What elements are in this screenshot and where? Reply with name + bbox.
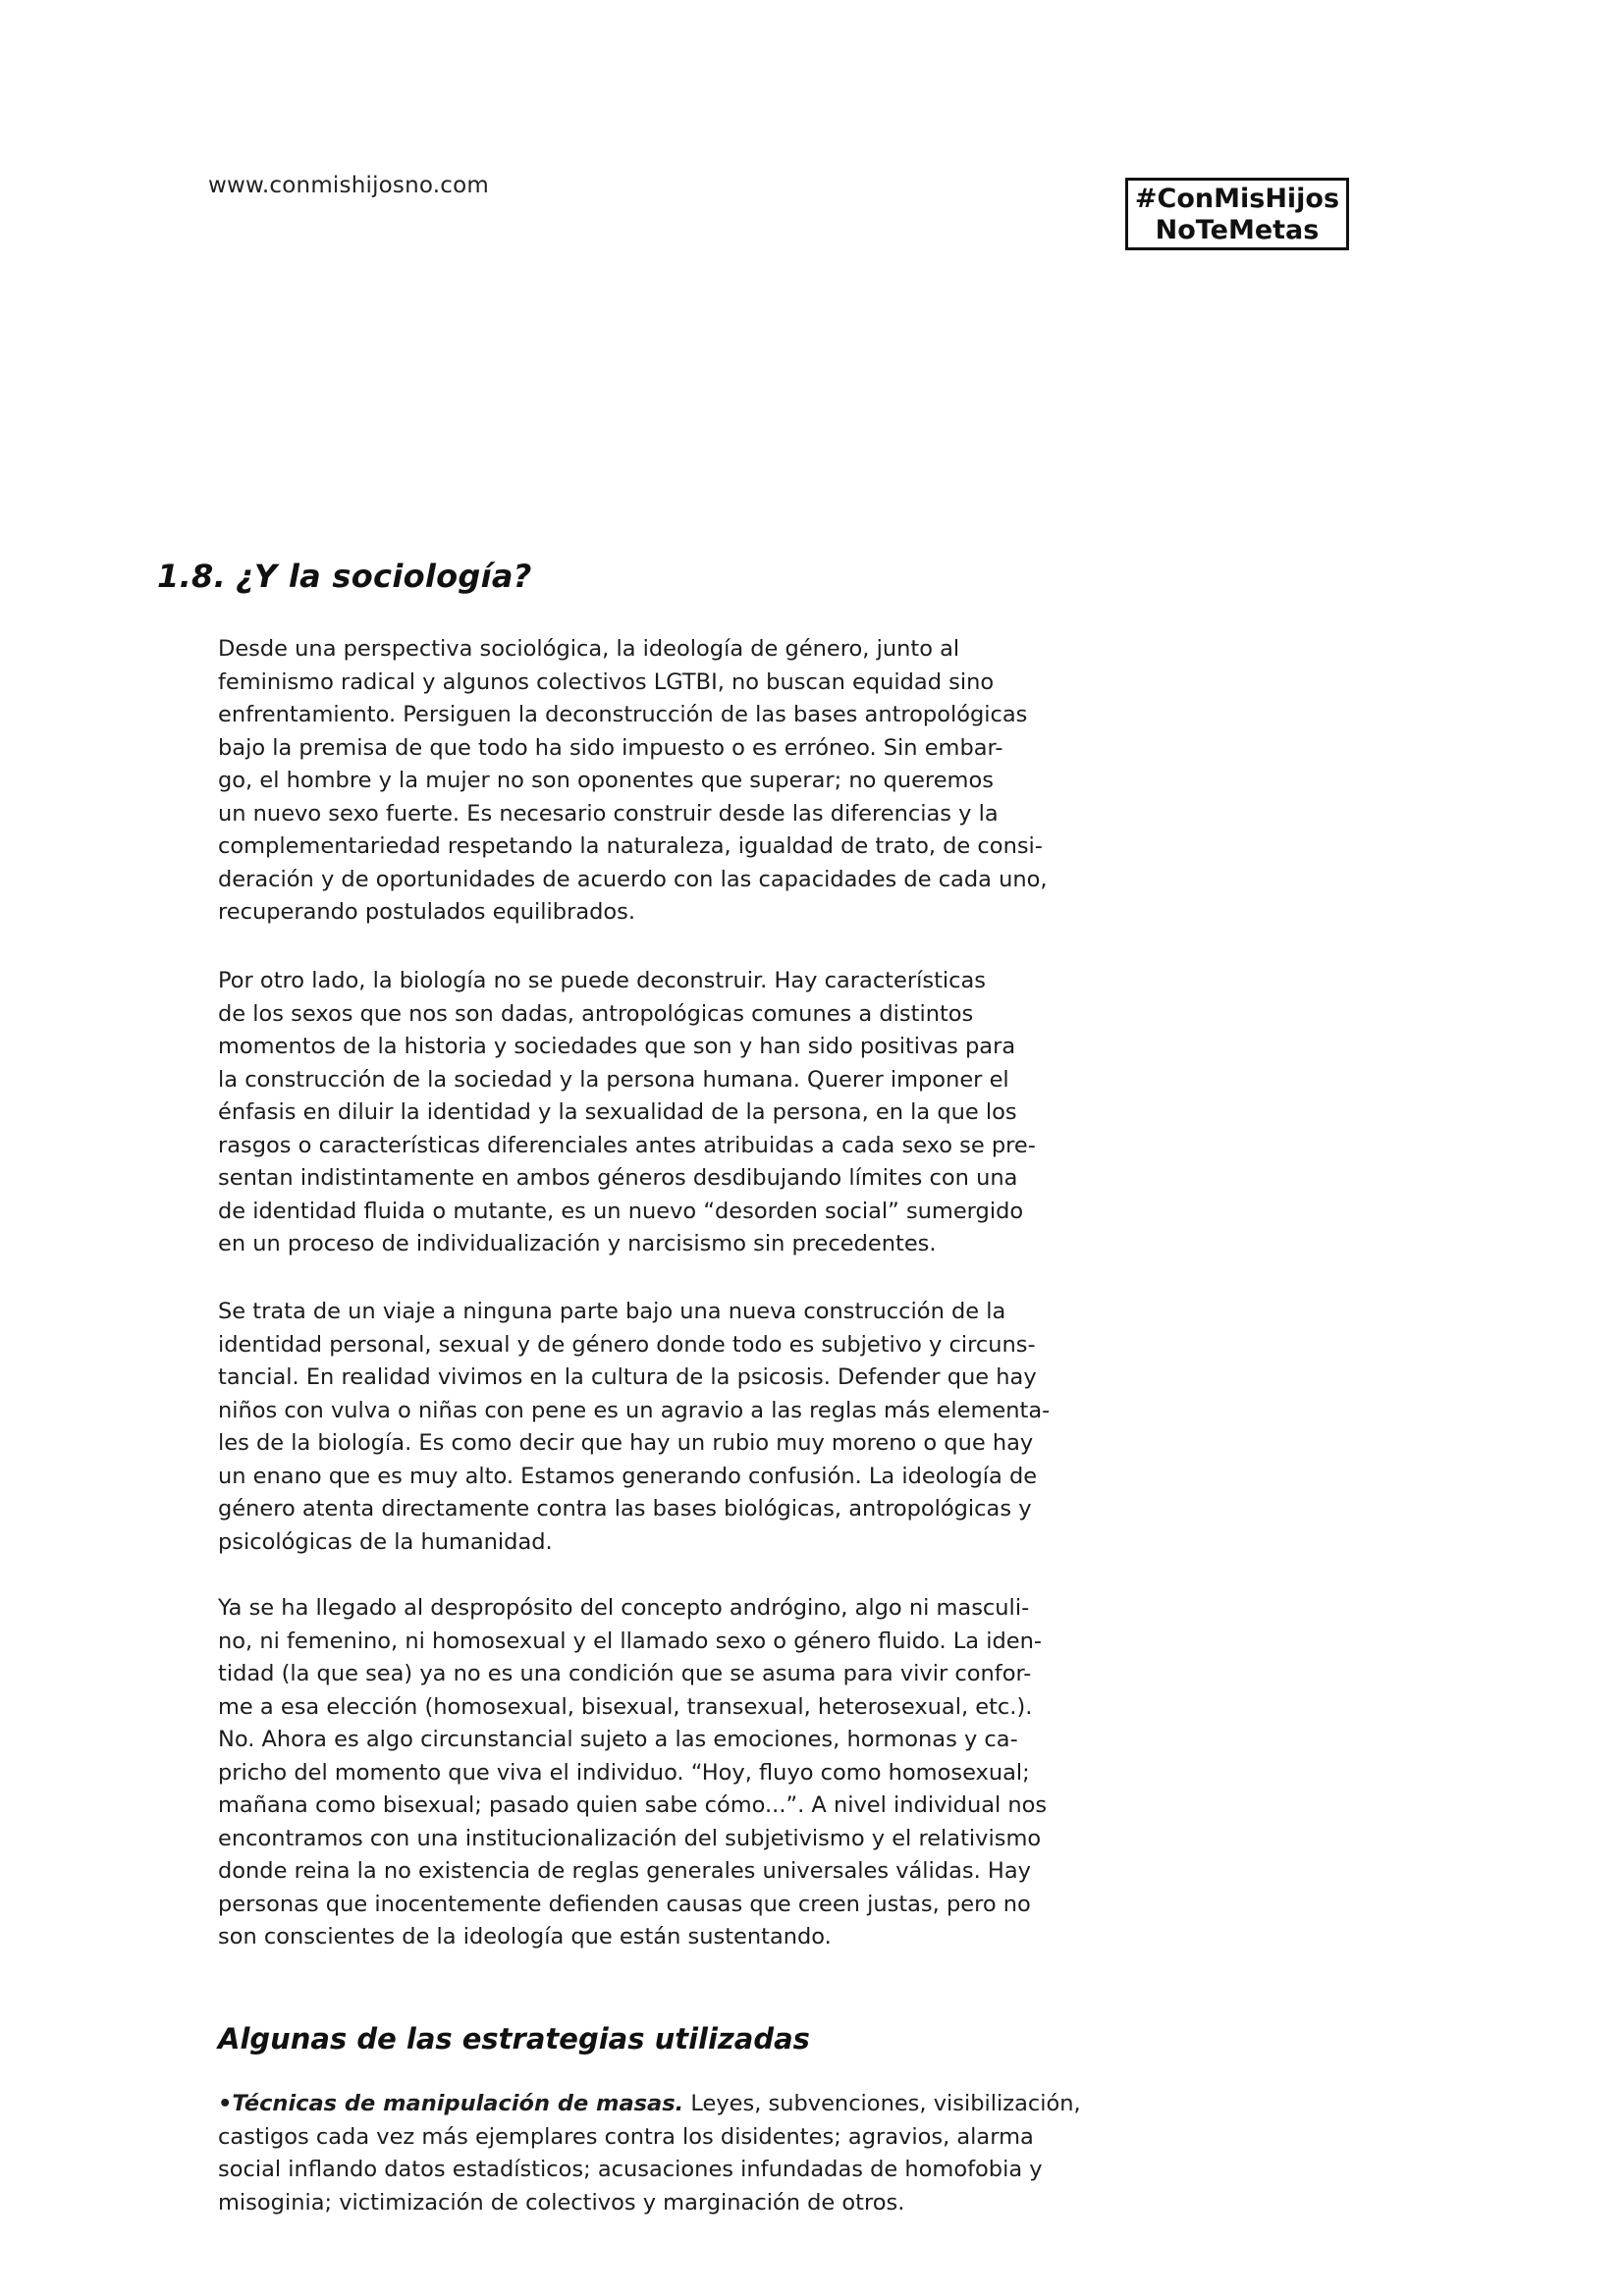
text-line: de los sexos que nos son dadas, antropológicas comunes a distintos bbox=[218, 1000, 974, 1027]
text-line: encontramos con una institucionalización del subjetivismo y el relativismo bbox=[218, 1825, 1042, 1851]
text-line: Ya se ha llegado al despropósito del concepto andrógino, algo ni masculi- bbox=[218, 1595, 1030, 1621]
paragraph-1 bbox=[218, 633, 1053, 930]
text-line: de identidad fluida o mutante, es un nuevo “desorden social” sumergido bbox=[218, 1198, 1024, 1224]
text-line: misoginia; victimización de colectivos y marginación de otros. bbox=[218, 2189, 905, 2216]
text-line: me a esa elección (homosexual, bisexual, transexual, heterosexual, etc.). bbox=[218, 1693, 1033, 1720]
text-line: en un proceso de individualización y narcisismo sin precedentes. bbox=[218, 1231, 937, 1256]
text-line: Desde una perspectiva sociológica, la ideología de género, junto al bbox=[218, 636, 960, 662]
text-line: enfrentamiento. Persiguen la deconstrucción de las bases antropológicas bbox=[218, 702, 1028, 727]
text-line: personas que inocentemente defienden causas que creen justas, pero no bbox=[218, 1891, 1031, 1917]
text-line: Por otro lado, la biología no se puede deconstruir. Hay características bbox=[218, 968, 987, 993]
text-line: psicológicas de la humanidad. bbox=[218, 1528, 553, 1555]
text-line: rasgos o características diferenciales antes atribuidas a cada sexo se pre- bbox=[218, 1132, 1036, 1158]
paragraph-3 bbox=[218, 1296, 1053, 1559]
site-url[interactable]: www.conmishijosno.com bbox=[208, 173, 489, 198]
text-line: no, ni femenino, ni homosexual y el llamado sexo o género fluido. La iden- bbox=[218, 1628, 1042, 1654]
text-line: go, el hombre y la mujer no son oponentes que superar; no queremos bbox=[218, 768, 994, 793]
text-line: recuperando postulados equilibrados. bbox=[218, 899, 636, 925]
text-line: mañana como bisexual; pasado quien sabe cómo...”. A nivel individual nos bbox=[218, 1792, 1048, 1818]
text-line: momentos de la historia y sociedades que son y han sido positivas para bbox=[218, 1034, 1016, 1059]
subsection-title: Algunas de las estrategias utilizadas bbox=[218, 2022, 810, 2056]
bullet-lead: •Técnicas de manipulación de masas. bbox=[218, 2091, 684, 2116]
section-number: 1.8. bbox=[157, 558, 227, 595]
hashtag-line-2: NoTeMetas bbox=[1155, 215, 1320, 245]
text-line: deración y de oportunidades de acuerdo con las capacidades de cada uno, bbox=[218, 866, 1048, 892]
text-line: niños con vulva o niñas con pene es un agravio a las reglas más elementa- bbox=[218, 1397, 1051, 1423]
text-line bbox=[218, 2088, 1081, 2121]
bullet-lead-rest: Leyes, subvenciones, visibilización, bbox=[683, 2091, 1081, 2116]
text-line: pricho del momento que viva el individuo. “Hoy, fluyo como homosexual; bbox=[218, 1759, 1030, 1786]
text-line: castigos cada vez más ejemplares contra los disidentes; agravios, alarma bbox=[218, 2123, 1034, 2150]
text-line: son conscientes de la ideología que están sustentando. bbox=[218, 1924, 832, 1949]
text-line: énfasis en diluir la identidad y la sexualidad de la persona, en la que los bbox=[218, 1099, 1017, 1125]
text-line: bajo la premisa de que todo ha sido impuesto o es erróneo. Sin embar- bbox=[218, 734, 1003, 761]
text-line: donde reina la no existencia de reglas generales universales válidas. Hay bbox=[218, 1858, 1031, 1884]
text-line: identidad personal, sexual y de género donde todo es subjetivo y circuns- bbox=[218, 1331, 1036, 1358]
text-line: un nuevo sexo fuerte. Es necesario construir desde las diferencias y la bbox=[218, 800, 999, 827]
bullet-paragraph bbox=[218, 2088, 1081, 2219]
text-line: la construcción de la sociedad y la persona humana. Querer imponer el bbox=[218, 1066, 1009, 1093]
section-title-text: ¿Y la sociología? bbox=[236, 558, 532, 595]
text-line: Se trata de un viaje a ninguna parte bajo una nueva construcción de la bbox=[218, 1299, 1006, 1324]
text-line: género atenta directamente contra las bases biológicas, antropológicas y bbox=[218, 1496, 1032, 1522]
text-line: No. Ahora es algo circunstancial sujeto a las emociones, hormonas y ca- bbox=[218, 1727, 1018, 1752]
text-line: complementariedad respetando la naturaleza, igualdad de trato, de consi- bbox=[218, 833, 1043, 859]
text-line: un enano que es muy alto. Estamos generando confusión. La ideología de bbox=[218, 1463, 1038, 1489]
text-line: feminismo radical y algunos colectivos LGTBI, no buscan equidad sino bbox=[218, 668, 995, 695]
text-line: sentan indistintamente en ambos géneros desdibujando límites con una bbox=[218, 1165, 1018, 1191]
hashtag-badge bbox=[1125, 178, 1349, 250]
section-title bbox=[157, 558, 532, 595]
text-line: tancial. En realidad vivimos en la cultura de la psicosis. Defender que hay bbox=[218, 1364, 1037, 1390]
paragraph-4 bbox=[218, 1592, 1053, 1954]
text-line: les de la biología. Es como decir que hay un rubio muy moreno o que hay bbox=[218, 1430, 1034, 1456]
hashtag-line-1: #ConMisHijos bbox=[1134, 184, 1340, 214]
text-line: social inflando datos estadísticos; acusaciones infundadas de homofobia y bbox=[218, 2157, 1043, 2182]
text-line: tidad (la que sea) ya no es una condición que se asuma para vivir confor- bbox=[218, 1661, 1032, 1686]
paragraph-2 bbox=[218, 965, 1053, 1261]
